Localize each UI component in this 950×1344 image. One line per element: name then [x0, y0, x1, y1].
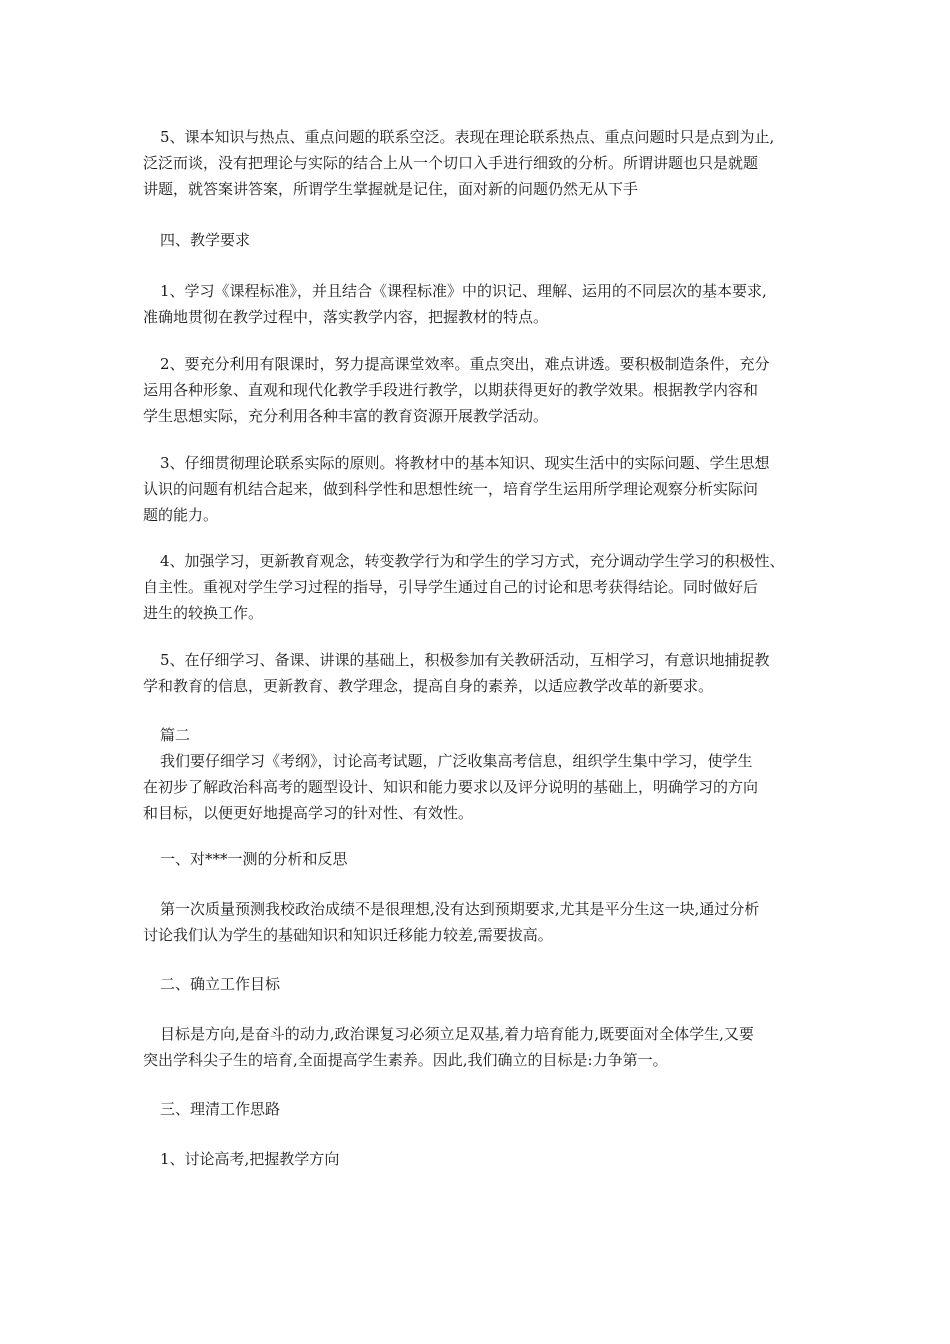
text-line: 三、理清工作思路 [160, 1100, 281, 1118]
text-line: 1、学习《课程标准》，并且结合《课程标准》中的识记、理解、运用的不同层次的基本要求, [160, 282, 767, 300]
paragraph-requirement-1 [143, 278, 815, 330]
part-heading: 篇二 [160, 726, 191, 744]
text-line: 四、教学要求 [160, 231, 251, 249]
text-line: 认识的问题有机结合起来，做到科学性和思想性统一，培育学生运用所学理论观察分析实际问 [143, 480, 759, 498]
text-line: 学和教育的信息，更新教育、教学理念，提高自身的素养，以适应教学改革的新要求。 [143, 677, 714, 695]
text-line: 第一次质量预测我校政治成绩不是很理想,没有达到预期要求,尤其是平分生这一块,通过分析 [160, 900, 760, 918]
section-heading-teaching-requirements [143, 227, 815, 253]
paragraph-part-two-intro [143, 722, 815, 826]
text-line: 进生的较换工作。 [143, 604, 264, 622]
paragraph-requirement-5 [143, 647, 815, 699]
section-heading-analysis [143, 846, 815, 872]
text-line: 讲题，就答案讲答案，所谓学生掌握就是记住，面对新的问题仍然无从下手 [143, 180, 639, 198]
text-line: 我们要仔细学习《考纲》，讨论高考试题，广泛收集高考信息，组织学生集中学习，使学生 [160, 752, 753, 770]
text-line: 二、确立工作目标 [160, 975, 281, 993]
paragraph-requirement-2 [143, 351, 815, 429]
text-line: 和目标，以便更好地提高学习的针对性、有效性。 [143, 804, 474, 822]
text-line: 准确地贯彻在教学过程中，落实教学内容，把握教材的特点。 [143, 308, 549, 326]
text-line: 目标是方向,是奋斗的动力,政治课复习必须立足双基,着力培育能力,既要面对全体学生,又要 [160, 1025, 754, 1043]
text-line: 自主性。重视对学生学习过程的指导，引导学生通过自己的讨论和思考获得结论。同时做好后 [143, 578, 759, 596]
text-line: 运用各种形象、直观和现代化教学手段进行教学，以期获得更好的教学效果。根据教学内容和 [143, 381, 759, 399]
text-line: 题的能力。 [143, 506, 219, 524]
paragraph-requirement-4 [143, 548, 815, 626]
text-line: 学生思想实际，充分利用各种丰富的教育资源开展教学活动。 [143, 407, 549, 425]
paragraph-goals [143, 1021, 815, 1073]
text-line: 泛泛而谈，没有把理论与实际的结合上从一个切口入手进行细致的分析。所谓讲题也只是就题 [143, 154, 759, 172]
paragraph-quality-prediction [143, 896, 815, 948]
section-heading-work-goals [143, 971, 815, 997]
paragraph-course-knowledge-issue [143, 124, 815, 202]
text-line: 讨论我们认为学生的基础知识和知识迁移能力较差,需要拔高。 [143, 926, 553, 944]
paragraph-requirement-3 [143, 450, 815, 528]
section-heading-work-ideas [143, 1096, 815, 1122]
text-line: 2、要充分利用有限课时，努力提高课堂效率。重点突出，难点讲透。要积极制造条件，充分 [160, 355, 770, 373]
text-line: 一、对***一测的分析和反思 [160, 850, 348, 868]
text-line: 5、在仔细学习、备课、讲课的基础上，积极参加有关教研活动，互相学习，有意识地捕捉教 [160, 651, 770, 669]
text-line: 突出学科尖子生的培育,全面提高学生素养。因此,我们确立的目标是:力争第一。 [143, 1051, 668, 1069]
text-line: 5、课本知识与热点、重点问题的联系空泛。表现在理论联系热点、重点问题时只是点到为止, [160, 128, 775, 146]
subheading-research-exam [143, 1146, 815, 1172]
text-line: 3、仔细贯彻理论联系实际的原则。将教材中的基本知识、现实生活中的实际问题、学生思想 [160, 454, 770, 472]
text-line: 1、讨论高考,把握教学方向 [160, 1150, 340, 1168]
text-line: 4、加强学习，更新教育观念，转变教学行为和学生的学习方式，充分调动学生学习的积极性、 [160, 552, 785, 570]
text-line: 在初步了解政治科高考的题型设计、知识和能力要求以及评分说明的基础上，明确学习的方向 [143, 778, 759, 796]
